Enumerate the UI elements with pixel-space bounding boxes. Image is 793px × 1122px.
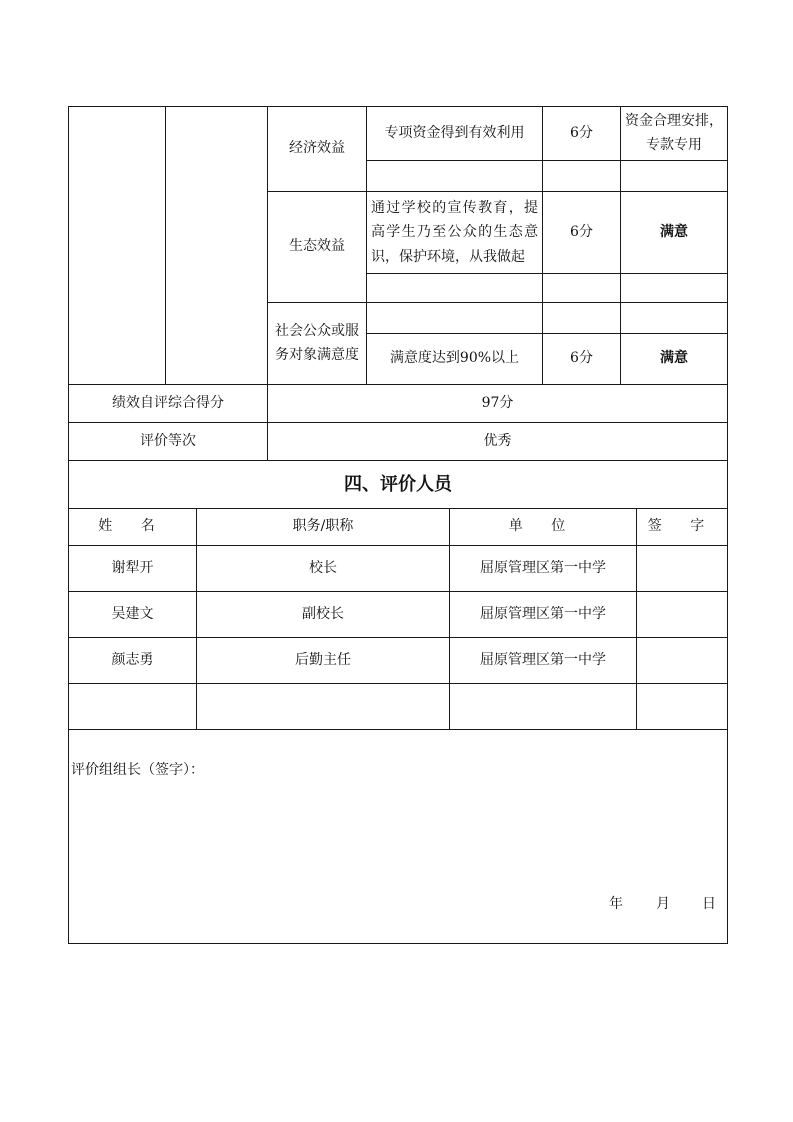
- person-name: 谢犁开: [68, 545, 197, 592]
- score-satisfaction: 6分: [542, 333, 621, 385]
- person-title: 副校长: [196, 591, 450, 638]
- empty-cell: [542, 160, 621, 192]
- left-merged-cell-1: [68, 106, 166, 385]
- person-sign: [636, 637, 728, 684]
- header-unit: 单 位: [449, 508, 637, 546]
- overall-score-label: 绩效自评综合得分: [68, 384, 268, 423]
- empty-cell: [542, 273, 621, 303]
- person-unit: 屈原管理区第一中学: [449, 591, 637, 638]
- empty-cell: [196, 683, 450, 730]
- grade-value: 优秀: [267, 422, 728, 461]
- category-economic: 经济效益: [267, 106, 367, 192]
- leader-signature-label: 评价组组长（签字）：: [71, 762, 204, 778]
- result-ecological: 满意: [620, 191, 728, 274]
- indicator-ecological: 通过学校的宣传教育，提高学生乃至公众的生态意识，保护环境，从我做起: [366, 191, 543, 274]
- person-name: 颜志勇: [68, 637, 197, 684]
- date-year: 年: [609, 896, 623, 912]
- empty-cell: [68, 683, 197, 730]
- category-ecological: 生态效益: [267, 191, 367, 303]
- empty-cell: [366, 160, 543, 192]
- score-ecological: 6分: [542, 191, 621, 274]
- person-sign: [636, 545, 728, 592]
- person-title: 校长: [196, 545, 450, 592]
- result-economic: 资金合理安排，专款专用: [620, 106, 728, 161]
- category-satisfaction: 社会公众或服务对象满意度: [267, 302, 367, 385]
- person-title: 后勤主任: [196, 637, 450, 684]
- empty-cell: [366, 302, 543, 334]
- empty-cell: [449, 683, 637, 730]
- person-unit: 屈原管理区第一中学: [449, 545, 637, 592]
- section-title: 四、评价人员: [68, 460, 728, 509]
- result-satisfaction: 满意: [620, 333, 728, 385]
- overall-score-value: 97分: [267, 384, 728, 423]
- header-sign: 签 字: [636, 508, 728, 546]
- empty-cell: [620, 302, 728, 334]
- person-unit: 屈原管理区第一中学: [449, 637, 637, 684]
- date-day: 日: [702, 896, 716, 912]
- empty-cell: [636, 683, 728, 730]
- indicator-satisfaction: 满意度达到90%以上: [366, 333, 543, 385]
- date-month: 月: [656, 896, 670, 912]
- empty-cell: [620, 273, 728, 303]
- header-name: 姓 名: [68, 508, 197, 546]
- empty-cell: [620, 160, 728, 192]
- header-title: 职务/职称: [196, 508, 450, 546]
- indicator-economic: 专项资金得到有效利用: [366, 106, 543, 161]
- empty-cell: [366, 273, 543, 303]
- person-name: 吴建文: [68, 591, 197, 638]
- score-economic: 6分: [542, 106, 621, 161]
- empty-cell: [542, 302, 621, 334]
- grade-label: 评价等次: [68, 422, 268, 461]
- left-merged-cell-2: [165, 106, 268, 385]
- person-sign: [636, 591, 728, 638]
